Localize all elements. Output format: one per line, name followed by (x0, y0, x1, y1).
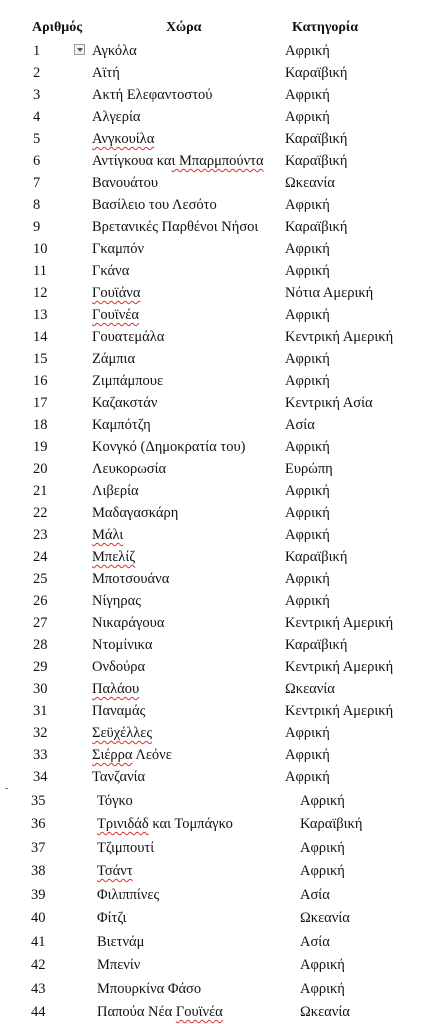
row-country: Αντίγκουα και Μπαρμπούντα (92, 153, 264, 169)
row-category: Αφρική (285, 483, 330, 499)
row-category: Αφρική (300, 981, 345, 997)
table-row (0, 931, 431, 953)
row-number: 30 (33, 681, 48, 697)
row-number: 41 (31, 934, 46, 950)
table-row (0, 790, 431, 812)
row-country: Αϊτή (92, 65, 120, 81)
row-category: Καραϊβική (300, 816, 363, 832)
table-row (0, 766, 431, 788)
row-category: Κεντρική Αμερική (285, 329, 394, 345)
row-number: 36 (31, 816, 46, 832)
row-category: Κεντρική Αμερική (285, 703, 394, 719)
row-country: Καμπότζη (92, 417, 151, 433)
row-number: 33 (33, 747, 48, 763)
row-country: Παλάου (92, 681, 140, 697)
row-country: Παπούα Νέα Γουϊνέα (97, 1004, 223, 1020)
row-category: Καραϊβική (285, 65, 348, 81)
row-number: 15 (33, 351, 48, 367)
row-country: Μποτσουάνα (92, 571, 170, 587)
row-country: Κονγκό (Δημοκρατία του) (92, 439, 246, 455)
row-country: Ζάμπια (92, 351, 136, 367)
row-country: Βανουάτου (92, 175, 159, 191)
table-row (0, 260, 431, 282)
row-number: 43 (31, 981, 46, 997)
row-category: Αφρική (300, 793, 345, 809)
row-country: Βασίλειο του Λεσότο (92, 197, 217, 213)
row-category: Κεντρική Ασία (285, 395, 373, 411)
table-row (0, 907, 431, 929)
table-row (0, 216, 431, 238)
row-number: 38 (31, 863, 46, 879)
row-country: Ντομίνικα (92, 637, 153, 653)
row-category: Αφρική (285, 87, 330, 103)
row-category: Καραϊβική (285, 549, 348, 565)
row-category: Αφρική (285, 527, 330, 543)
table-row (0, 194, 431, 216)
row-country: Ανγκουίλα (92, 131, 155, 147)
row-country: Βιετνάμ (97, 934, 145, 950)
row-number: 1 (33, 43, 41, 59)
table-row (0, 860, 431, 882)
row-number: 11 (33, 263, 47, 279)
row-number: 44 (31, 1004, 46, 1020)
row-number: 14 (33, 329, 48, 345)
table-row (0, 150, 431, 172)
table-row (0, 392, 431, 414)
row-country: Μάλι (92, 527, 124, 543)
row-number: 8 (33, 197, 41, 213)
row-country: Τρινιδάδ και Τομπάγκο (97, 816, 233, 832)
table-row (0, 837, 431, 859)
row-category: Καραϊβική (285, 219, 348, 235)
row-number: 13 (33, 307, 48, 323)
row-number: 4 (33, 109, 41, 125)
row-category: Ασία (285, 417, 315, 433)
row-category: Καραϊβική (285, 131, 348, 147)
table-row (0, 348, 431, 370)
table-row (0, 436, 431, 458)
table-row (0, 172, 431, 194)
row-number: 29 (33, 659, 48, 675)
table-row (0, 62, 431, 84)
row-number: 26 (33, 593, 48, 609)
row-number: 6 (33, 153, 41, 169)
row-number: 3 (33, 87, 41, 103)
row-country: Μαδαγασκάρη (92, 505, 179, 521)
row-category: Κεντρική Αμερική (285, 615, 394, 631)
row-category: Καραϊβική (285, 153, 348, 169)
row-number: 5 (33, 131, 41, 147)
row-category: Αφρική (285, 197, 330, 213)
row-category: Ευρώπη (285, 461, 333, 477)
row-country: Ακτή Ελεφαντοστού (92, 87, 213, 103)
table-row (0, 568, 431, 590)
table-row (0, 502, 431, 524)
row-category: Αφρική (300, 840, 345, 856)
row-country: Αγκόλα (92, 43, 137, 59)
row-number: 34 (33, 769, 48, 785)
row-number: 16 (33, 373, 48, 389)
row-category: Αφρική (285, 505, 330, 521)
table-row (0, 128, 431, 150)
table-row (0, 458, 431, 480)
row-number: 7 (33, 175, 41, 191)
table-row (0, 106, 431, 128)
row-category: Ωκεανία (300, 910, 350, 926)
table-row (0, 1001, 431, 1023)
row-number: 20 (33, 461, 48, 477)
row-country: Αλγερία (92, 109, 141, 125)
row-number: 27 (33, 615, 48, 631)
row-number: 18 (33, 417, 48, 433)
table-row (0, 40, 431, 62)
row-country: Γκάνα (92, 263, 130, 279)
row-country: Μπουρκίνα Φάσο (97, 981, 202, 997)
row-country: Τανζανία (92, 769, 146, 785)
row-category: Ωκεανία (300, 1004, 350, 1020)
row-category: Αφρική (285, 373, 330, 389)
row-category: Αφρική (285, 43, 330, 59)
row-country: Σιέρρα Λεόνε (92, 747, 172, 763)
table-row (0, 978, 431, 1000)
table-row (0, 304, 431, 326)
row-category: Κεντρική Αμερική (285, 659, 394, 675)
row-category: Ωκεανία (285, 681, 335, 697)
row-number: 22 (33, 505, 48, 521)
table-row (0, 813, 431, 835)
row-category: Αφρική (285, 241, 330, 257)
table-row (0, 414, 431, 436)
table-row (0, 238, 431, 260)
row-category: Αφρική (285, 109, 330, 125)
row-country: Γουατεμάλα (92, 329, 165, 345)
row-category: Αφρική (285, 351, 330, 367)
margin-mark (5, 788, 8, 789)
row-country: Παναμάς (92, 703, 146, 719)
row-country: Λιβερία (92, 483, 139, 499)
row-category: Αφρική (285, 747, 330, 763)
row-number: 24 (33, 549, 48, 565)
row-category: Ωκεανία (285, 175, 335, 191)
table-row (0, 678, 431, 700)
table-row (0, 656, 431, 678)
row-number: 32 (33, 725, 48, 741)
row-country: Λευκορωσία (92, 461, 167, 477)
table-row (0, 700, 431, 722)
row-number: 12 (33, 285, 48, 301)
row-number: 40 (31, 910, 46, 926)
header-number: Αριθμός (32, 20, 83, 35)
row-number: 10 (33, 241, 48, 257)
row-category: Αφρική (285, 263, 330, 279)
row-number: 23 (33, 527, 48, 543)
row-country: Γουϊνέα (92, 307, 139, 323)
row-country: Νικαράγουα (92, 615, 165, 631)
row-category: Αφρική (285, 725, 330, 741)
row-category: Νότια Αμερική (285, 285, 374, 301)
row-country: Μπελίζ (92, 549, 136, 565)
row-number: 21 (33, 483, 48, 499)
row-country: Νίγηρας (92, 593, 141, 609)
row-country: Τόγκο (97, 793, 133, 809)
row-category: Αφρική (285, 769, 330, 785)
row-number: 28 (33, 637, 48, 653)
table-row (0, 722, 431, 744)
table-row (0, 612, 431, 634)
row-number: 37 (31, 840, 46, 856)
table-row (0, 326, 431, 348)
header-country: Χώρα (166, 20, 202, 35)
row-number: 19 (33, 439, 48, 455)
row-number: 31 (33, 703, 48, 719)
row-category: Ασία (300, 887, 330, 903)
row-country: Μπενίν (97, 957, 141, 973)
row-number: 35 (31, 793, 46, 809)
row-category: Αφρική (285, 593, 330, 609)
row-country: Τσάντ (97, 863, 133, 879)
row-category: Αφρική (285, 439, 330, 455)
table-row (0, 744, 431, 766)
row-number: 17 (33, 395, 48, 411)
row-country: Γουϊάνα (92, 285, 141, 301)
row-country: Βρετανικές Παρθένοι Νήσοι (92, 219, 259, 235)
row-category: Αφρική (300, 863, 345, 879)
table-row (0, 634, 431, 656)
row-category: Αφρική (285, 307, 330, 323)
table-row (0, 590, 431, 612)
row-number: 2 (33, 65, 41, 81)
table-row (0, 84, 431, 106)
table-row (0, 370, 431, 392)
row-country: Καζακστάν (92, 395, 158, 411)
table-row (0, 524, 431, 546)
row-number: 9 (33, 219, 41, 235)
row-number: 39 (31, 887, 46, 903)
row-country: Φιλιππίνες (97, 887, 160, 903)
row-country: Ζιμπάμπουε (92, 373, 164, 389)
row-number: 25 (33, 571, 48, 587)
table-row (0, 282, 431, 304)
row-country: Σεϋχέλλες (92, 725, 153, 741)
table-row (0, 480, 431, 502)
row-country: Ονδούρα (92, 659, 146, 675)
row-number: 42 (31, 957, 46, 973)
row-category: Καραϊβική (285, 637, 348, 653)
table-row (0, 546, 431, 568)
row-country: Τζιμπουτί (97, 840, 155, 856)
row-country: Φίτζι (97, 910, 127, 926)
row-category: Αφρική (300, 957, 345, 973)
row-category: Ασία (300, 934, 330, 950)
header-category: Κατηγορία (292, 20, 359, 35)
row-category: Αφρική (285, 571, 330, 587)
row-country: Γκαμπόν (92, 241, 145, 257)
table-row (0, 884, 431, 906)
table-row (0, 954, 431, 976)
